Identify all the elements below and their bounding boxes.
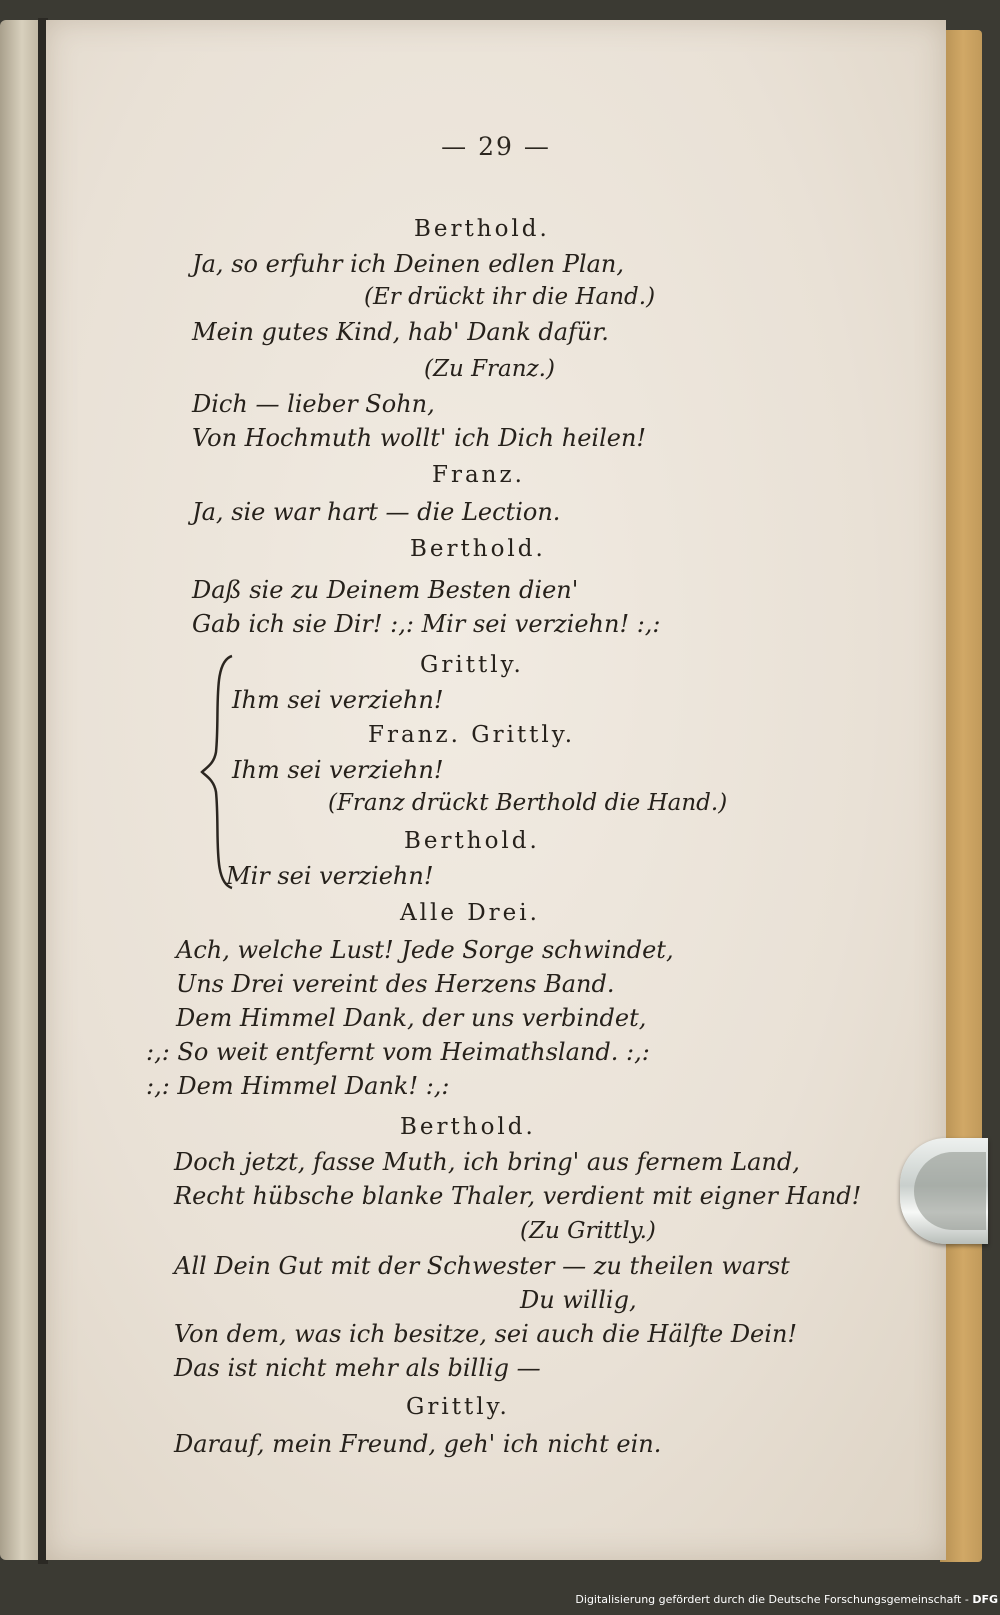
digitization-credit [575, 1593, 998, 1606]
verse-line: Ihm sei verziehn! [232, 686, 444, 714]
verse-line: Ja, so erfuhr ich Deinen edlen Plan, [192, 250, 624, 278]
verse-line: All Dein Gut mit der Schwester — zu theilen warst [174, 1252, 790, 1280]
verse-line: Du willig, [520, 1286, 637, 1314]
speaker-line: Franz. [432, 462, 525, 488]
verse-line: Ach, welche Lust! Jede Sorge schwindet, [176, 936, 674, 964]
verse-line: Dem Himmel Dank, der uns verbindet, [176, 1004, 647, 1032]
book-page [46, 20, 946, 1560]
verse-line: Dich — lieber Sohn, [192, 390, 435, 418]
verse-line: :,: Dem Himmel Dank! :,: [146, 1072, 450, 1100]
curly-brace [198, 652, 238, 892]
speaker-line: Berthold. [410, 536, 546, 562]
speaker-line: Grittly. [420, 652, 524, 678]
verse-line: Ja, sie war hart — die Lection. [192, 498, 561, 526]
stage-direction: (Er drückt ihr die Hand.) [364, 284, 656, 310]
speaker-line: Franz. Grittly. [368, 722, 576, 748]
stage-direction: (Zu Franz.) [424, 356, 555, 382]
speaker-line: Berthold. [400, 1114, 536, 1140]
dfg-logo: DFG [972, 1593, 998, 1606]
stage-direction: (Franz drückt Berthold die Hand.) [328, 790, 728, 816]
verse-line: Ihm sei verziehn! [232, 756, 444, 784]
stage-direction: (Zu Grittly.) [520, 1218, 656, 1244]
verse-line: Mir sei verziehn! [226, 862, 434, 890]
page-number: — 29 — [441, 132, 551, 161]
verse-line: Darauf, mein Freund, geh' ich nicht ein. [174, 1430, 662, 1458]
credit-text: Digitalisierung gefördert durch die Deutsche Forschungsgemeinschaft - [575, 1593, 969, 1606]
speaker-line: Alle Drei. [400, 900, 540, 926]
verse-line: Daß sie zu Deinem Besten dien' [192, 576, 579, 604]
verse-line: Von dem, was ich besitze, sei auch die Hälfte Dein! [174, 1320, 798, 1348]
verse-line: :,: So weit entfernt vom Heimathsland. :,: [146, 1038, 650, 1066]
speaker-line: Berthold. [404, 828, 540, 854]
verse-line: Das ist nicht mehr als billig — [174, 1354, 541, 1382]
verse-line: Gab ich sie Dir! :,: Mir sei verziehn! :,: [192, 610, 661, 638]
verse-line: Mein gutes Kind, hab' Dank dafür. [192, 318, 609, 346]
verse-line: Recht hübsche blanke Thaler, verdient mit eigner Hand! [174, 1182, 862, 1210]
speaker-line: Grittly. [406, 1394, 510, 1420]
paper-clip [900, 1138, 988, 1244]
verse-line: Uns Drei vereint des Herzens Band. [176, 970, 615, 998]
speaker-line: Berthold. [414, 216, 550, 242]
book-cover-edge [940, 30, 982, 1562]
verse-line: Von Hochmuth wollt' ich Dich heilen! [192, 424, 647, 452]
verse-line: Doch jetzt, fasse Muth, ich bring' aus fernem Land, [174, 1148, 800, 1176]
